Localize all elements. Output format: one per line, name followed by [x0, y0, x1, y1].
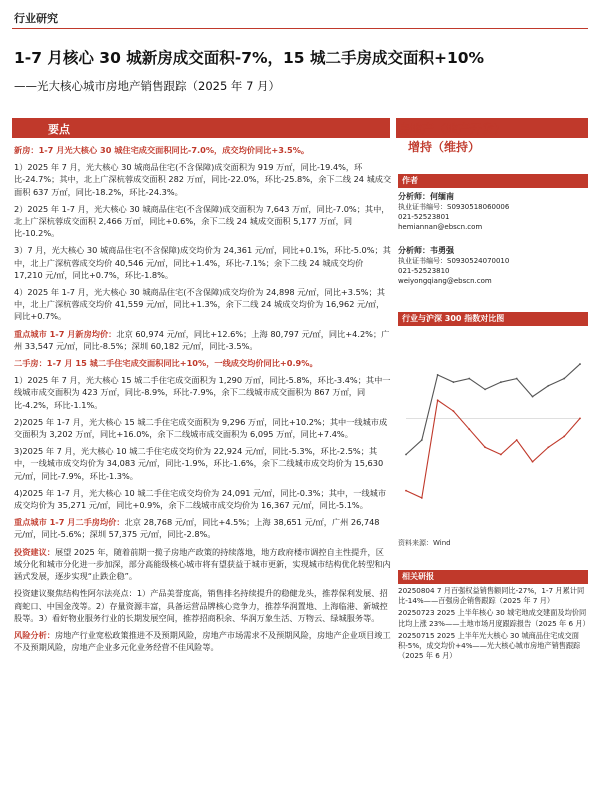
series-1-point	[563, 436, 565, 438]
series-1-point	[405, 490, 407, 492]
series-2-point	[516, 378, 518, 380]
related-reports	[398, 586, 588, 663]
related-header: 相关研报	[398, 570, 588, 584]
series-1-point	[437, 399, 439, 401]
author1-phone: 021-52523801	[398, 213, 450, 221]
second-hand-key-text: 北京 28,768 元/㎡，同比+4.5%；上海 38,651 元/㎡，广州 26,748 元/㎡，同比-5.6%；深圳 57,375 元/㎡，同比-2.8%。	[14, 517, 380, 540]
investment-advice	[14, 546, 392, 583]
series-2-point	[532, 396, 534, 398]
section-bar	[12, 118, 390, 138]
series-1-point	[468, 428, 470, 430]
risk-label: 风险分析：	[14, 629, 55, 640]
new-house-key-text: 北京 60,974 元/㎡，同比+12.6%；上海 80,797 元/㎡，同比+4.2%；广州 33,547 元/㎡，同比-8.5%；深圳 60,182 元/㎡，同比-3.5%。	[14, 328, 390, 351]
series-1-point	[516, 439, 518, 441]
rating-value: 增持（维持）	[408, 140, 481, 154]
author1-name: 分析师：何缅南	[398, 192, 454, 201]
series-2-point	[453, 381, 455, 383]
author1-email[interactable]: hemiannan@ebscn.com	[398, 223, 483, 231]
series-line-2	[406, 364, 580, 454]
second-hand-lead: 二手房：1-7 月 15 城二手住宅成交面积同比+10%，一线成交均价同比+0.9%。	[14, 358, 318, 369]
series-2-point	[405, 454, 407, 456]
investment-text: 展望 2025 年，随着前期一揽子房地产政策的持续落地，地方政府楼市调控自主性提升，区域分化和城市分化进一步加深，部分高能级核心城市将有望获益于城市更新，实现城市结构优化转型和内涵式发展，逐步实现“止跌企稳”。	[14, 546, 391, 582]
series-2-point	[437, 374, 439, 376]
chart-area	[398, 326, 588, 556]
top-rule	[12, 28, 588, 29]
author-block-1	[398, 192, 588, 232]
new-house-key-label: 重点城市 1-7 月新房均价：	[14, 328, 117, 339]
main-content	[14, 144, 392, 658]
new-house-point-2: 2）2025 年 1-7 月，光大核心 30 城商品住宅(不含保障)成交面积为 7,643 万㎡，同比-7.0%；其中，北上广深杭蓉成交面积 2,466 万㎡，同比+0.6%，余下二线 24 城成交面积 5,177 万㎡，同比-10.2%。	[14, 203, 390, 239]
series-1-point	[579, 417, 581, 419]
author2-phone: 021-52523810	[398, 267, 450, 275]
new-house-point-3: 3）7 月，光大核心 30 城商品住宅(不含保障)成交均价为 24,361 元/㎡，同比+0.1%，环比-5.0%；其中，北上广深杭蓉成交均价 40,546 元/㎡，同比+1.4%，环比-7.1%；余下二线 24 城成交均价 17,210 元/㎡，同比+0.7%，环比-1.8%。	[14, 245, 391, 280]
related-report-1[interactable]: 20250804 7 月百强权益销售额同比-27%，1-7 月累计同比-14%——百强房企销售跟踪（2025 年 7 月）	[398, 586, 585, 606]
series-1-point	[532, 461, 534, 463]
series-1-point	[547, 446, 549, 448]
series-1-point	[421, 497, 423, 499]
series-2-point	[468, 378, 470, 380]
index-comparison-chart	[398, 326, 588, 536]
doc-type: 行业研究	[14, 12, 58, 25]
author-header: 作者	[398, 174, 588, 188]
second-hand-point-3: 3)2025 年 7 月，光大核心 10 城二手住宅成交均价为 22,924 元/㎡，同比-5.3%，环比-2.5%；其中，一线城市成交均价为 34,083 元/㎡，同比-1.9%，环比-1.6%，余下二线城市成交均价为 15,630 元/㎡，同比-7.9%，环比-1.3%。	[14, 446, 384, 481]
second-hand-point-4: 4)2025 年 1-7 月，光大核心 10 城二手住宅成交均价为 24,091 元/㎡，同比-0.3%；其中，一线城市成交均价为 35,271 元/㎡，同比+0.9%，余下二线城市成交均价为 16,367 元/㎡，同比-5.1%。	[14, 487, 387, 511]
related-report-3[interactable]: 20250715 2025 上半年光大核心 30 城商品住宅成交面积-5%，成交均价+4%——光大核心城市房地产销售跟踪（2025 年 6 月）	[398, 630, 581, 661]
related-report-2[interactable]: 20250723 2025 上半年核心 30 城宅地成交建面及均价同比均上涨 23%——土地市场月度跟踪报告（2025 年 6 月）	[398, 608, 590, 628]
new-house-key-cities	[14, 328, 392, 352]
series-2-point	[579, 363, 581, 365]
new-house-point-1: 1）2025 年 7 月，光大核心 30 城商品住宅(不含保障)成交面积为 919 万㎡，同比-19.4%，环比-24.7%；其中，北上广深杭蓉成交面积 282 万㎡，同比-22.0%，环比-25.8%，余下二线 24 城成交面积 637 万㎡，同比-18.2%，环比-24.3%。	[14, 162, 392, 197]
series-1-point	[484, 446, 486, 448]
risk-text: 房地产行业宽松政策推进不及预期风险，房地产市场需求不及预期风险，房地产企业项目竣工不及预期风险，房地产企业多元化业务经营不佳风险等。	[14, 629, 391, 653]
page-subtitle: ——光大核心城市房地产销售跟踪（2025 年 7 月）	[14, 79, 281, 93]
series-1-point	[500, 454, 502, 456]
series-2-point	[421, 439, 423, 441]
page-title: 1-7 月核心 30 城新房成交面积-7%，15 城二手房成交面积+10%	[14, 49, 485, 67]
author1-cert: 执业证书编号：S0930518060006	[398, 203, 510, 211]
section-label: 要点	[48, 123, 70, 136]
series-2-point	[563, 378, 565, 380]
new-house-lead: 新房：1-7 月光大核心 30 城住宅成交面积同比-7.0%，成交均价同比+3.5%。	[14, 145, 310, 155]
series-2-point	[500, 381, 502, 383]
series-1-point	[453, 410, 455, 412]
series-line-1	[406, 400, 580, 498]
second-hand-point-1: 1）2025 年 7 月，光大核心 15 城二手住宅成交面积为 1,290 万㎡，同比-5.8%，环比-3.4%；其中一线城市成交面积为 423 万㎡，同比-8.9%，环比-7.9%，余下二线城市成交面积为 867 万㎡，同比-4.2%，环比-1.1%。	[14, 375, 391, 410]
second-hand-point-2: 2)2025 年 1-7 月，光大核心 15 城二手住宅成交面积为 9,296 万㎡，同比+10.2%；其中一线城市成交面积为 3,202 万㎡，同比+16.0%，余下二线城市成交面积为 6,095 万㎡，同比+7.4%。	[14, 416, 388, 440]
industry-rating: 房地产（地产开发）	[398, 122, 507, 136]
author-block-2	[398, 246, 588, 286]
chart-header: 行业与沪深 300 指数对比图	[398, 312, 588, 326]
second-hand-key-cities	[14, 516, 392, 540]
chart-source: 资料来源：Wind	[398, 539, 451, 547]
second-hand-key-label: 重点城市 1-7 月二手房均价：	[14, 517, 125, 528]
risk-analysis	[14, 629, 392, 653]
series-2-point	[547, 385, 549, 387]
new-house-point-4: 4）2025 年 1-7 月，光大核心 30 城商品住宅(不含保障)成交均价为 24,898 元/㎡，同比+3.5%；其中，北上广深杭蓉成交均价 41,559 元/㎡，同比+1.3%，余下二线 24 城成交均价为 16,962 元/㎡，同比+0.7%。	[14, 287, 385, 322]
author2-cert: 执业证书编号：S0930524070010	[398, 257, 510, 265]
investment-label: 投资建议：	[14, 546, 55, 557]
investment-focus: 投资建议聚焦结构性阿尔法亮点：1）产品美誉度高，销售排名持续提升的稳健龙头，推荐保利发展、招商蛇口、中国金茂等。2）存量资源丰富，具备运营品牌核心竞争力，推荐华润置地、上海临港、新城控股等。3）看好物业服务行业的长期发展空间，推荐招商积余、华润万象生活、万物云、绿城服务等。	[14, 588, 388, 623]
series-2-point	[484, 389, 486, 391]
author2-name: 分析师：韦勇强	[398, 246, 454, 255]
author2-email[interactable]: weiyongqiang@ebscn.com	[398, 277, 492, 285]
